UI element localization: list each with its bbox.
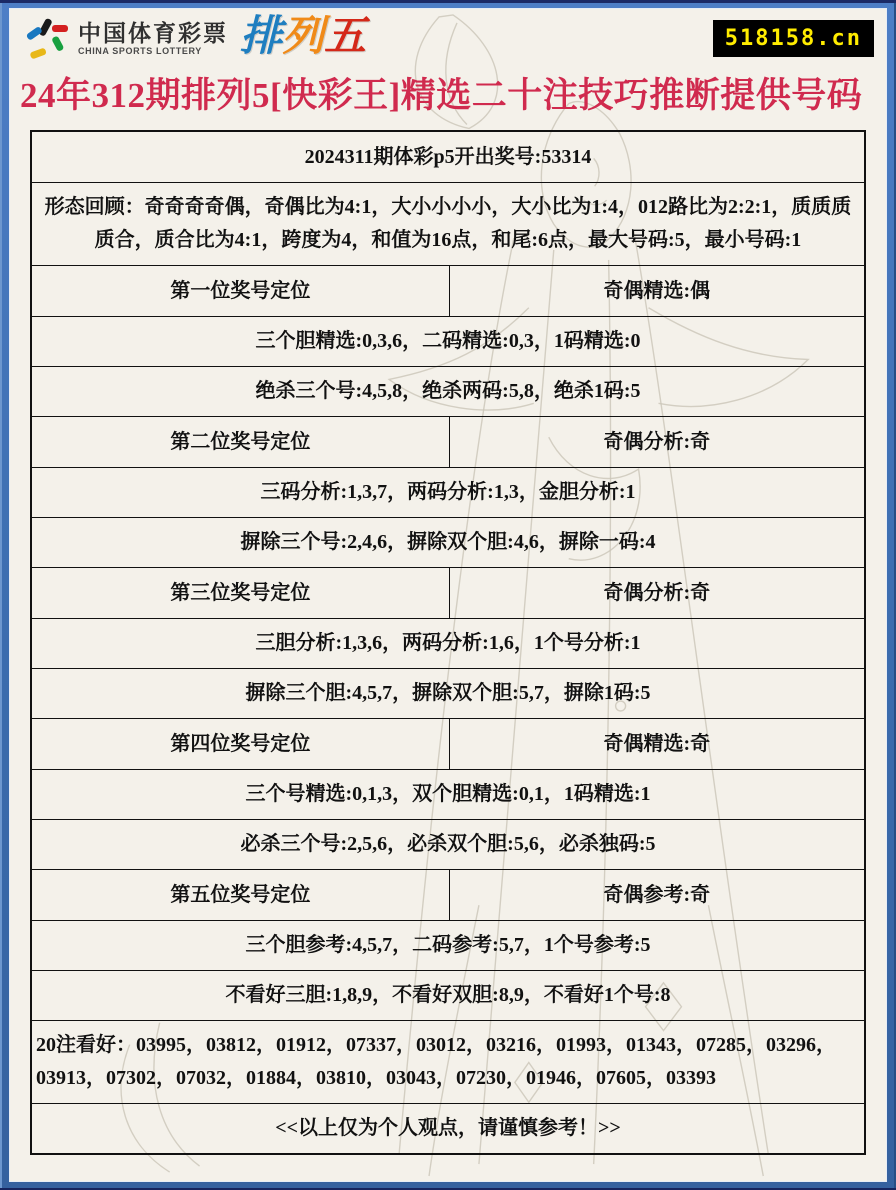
table-row-position-1-picks: 三个胆精选:0,3,6，二码精选:0,3，1码精选:0 xyxy=(32,316,864,366)
header xyxy=(10,9,886,69)
position-4-parity: 奇偶精选:奇 xyxy=(603,732,711,755)
table-row-position-3-header xyxy=(32,567,864,618)
logo-chinese-name: 中国体育彩票 xyxy=(78,20,228,46)
table-row-position-1-kills: 绝杀三个号:4,5,8，绝杀两码:5,8，绝杀1码:5 xyxy=(32,366,864,416)
position-5-parity: 奇偶参考:奇 xyxy=(603,883,711,906)
site-domain-badge: 518158.cn xyxy=(713,20,874,57)
table-row-position-5-header xyxy=(32,869,864,920)
product-char-3: 五 xyxy=(324,12,367,59)
product-name-pailiewu xyxy=(240,12,367,59)
position-2-label: 第二位奖号定位 xyxy=(32,417,450,467)
prediction-table xyxy=(30,130,866,1155)
table-row-position-4-picks: 三个号精选:0,1,3，双个胆精选:0,1，1码精选:1 xyxy=(32,769,864,819)
product-char-1: 排 xyxy=(240,12,283,59)
page-content xyxy=(9,8,887,1182)
position-1-parity: 奇偶精选:偶 xyxy=(603,279,711,302)
table-row-20-picks: 20注看好：03995，03812，01912，07337，03012，03216，01993，01343，07285，03296，03913，07302，07032，01884，03810，03043，07230，01946，07605，03393 xyxy=(32,1020,864,1103)
table-row-position-2-kills: 摒除三个号:2,4,6，摒除双个胆:4,6，摒除一码:4 xyxy=(32,517,864,567)
china-sports-lottery-logo-icon xyxy=(22,16,70,64)
position-3-parity: 奇偶分析:奇 xyxy=(603,581,711,604)
table-row-position-4-kills: 必杀三个号:2,5,6，必杀双个胆:5,6，必杀独码:5 xyxy=(32,819,864,869)
table-row-position-2-header xyxy=(32,416,864,467)
table-row-position-1-header xyxy=(32,265,864,316)
logo-text xyxy=(78,21,228,58)
product-char-2: 列 xyxy=(282,12,325,59)
table-row-draw-result: 2024311期体彩p5开出奖号:53314 xyxy=(304,145,592,168)
position-2-parity: 奇偶分析:奇 xyxy=(603,430,711,453)
logo-english-name: CHINA SPORTS LOTTERY xyxy=(78,46,202,57)
table-row-position-5-kills: 不看好三胆:1,8,9，不看好双胆:8,9，不看好1个号:8 xyxy=(32,970,864,1020)
table-row-position-4-header xyxy=(32,718,864,769)
position-1-label: 第一位奖号定位 xyxy=(32,266,450,316)
table-row-pattern-review: 形态回顾：奇奇奇奇偶，奇偶比为4:1，大小小小小，大小比为1:4，012路比为2:2:1，质质质质合，质合比为4:1，跨度为4，和值为16点，和尾:6点，最大号码:5，最小号码:1 xyxy=(32,182,864,265)
position-4-label: 第四位奖号定位 xyxy=(32,719,450,769)
table-row-disclaimer: <<以上仅为个人观点，请谨慎参考！>> xyxy=(32,1103,864,1153)
page-title: 24年312期排列5[快彩王]精选二十注技巧推断提供号码 xyxy=(20,76,863,115)
position-5-label: 第五位奖号定位 xyxy=(32,870,450,920)
table-row-position-3-kills: 摒除三个胆:4,5,7，摒除双个胆:5,7，摒除1码:5 xyxy=(32,668,864,718)
table-row-position-2-picks: 三码分析:1,3,7，两码分析:1,3，金胆分析:1 xyxy=(32,467,864,517)
position-3-label: 第三位奖号定位 xyxy=(32,568,450,618)
table-row-position-5-picks: 三个胆参考:4,5,7，二码参考:5,7，1个号参考:5 xyxy=(32,920,864,970)
table-row-position-3-picks: 三胆分析:1,3,6，两码分析:1,6，1个号分析:1 xyxy=(32,618,864,668)
